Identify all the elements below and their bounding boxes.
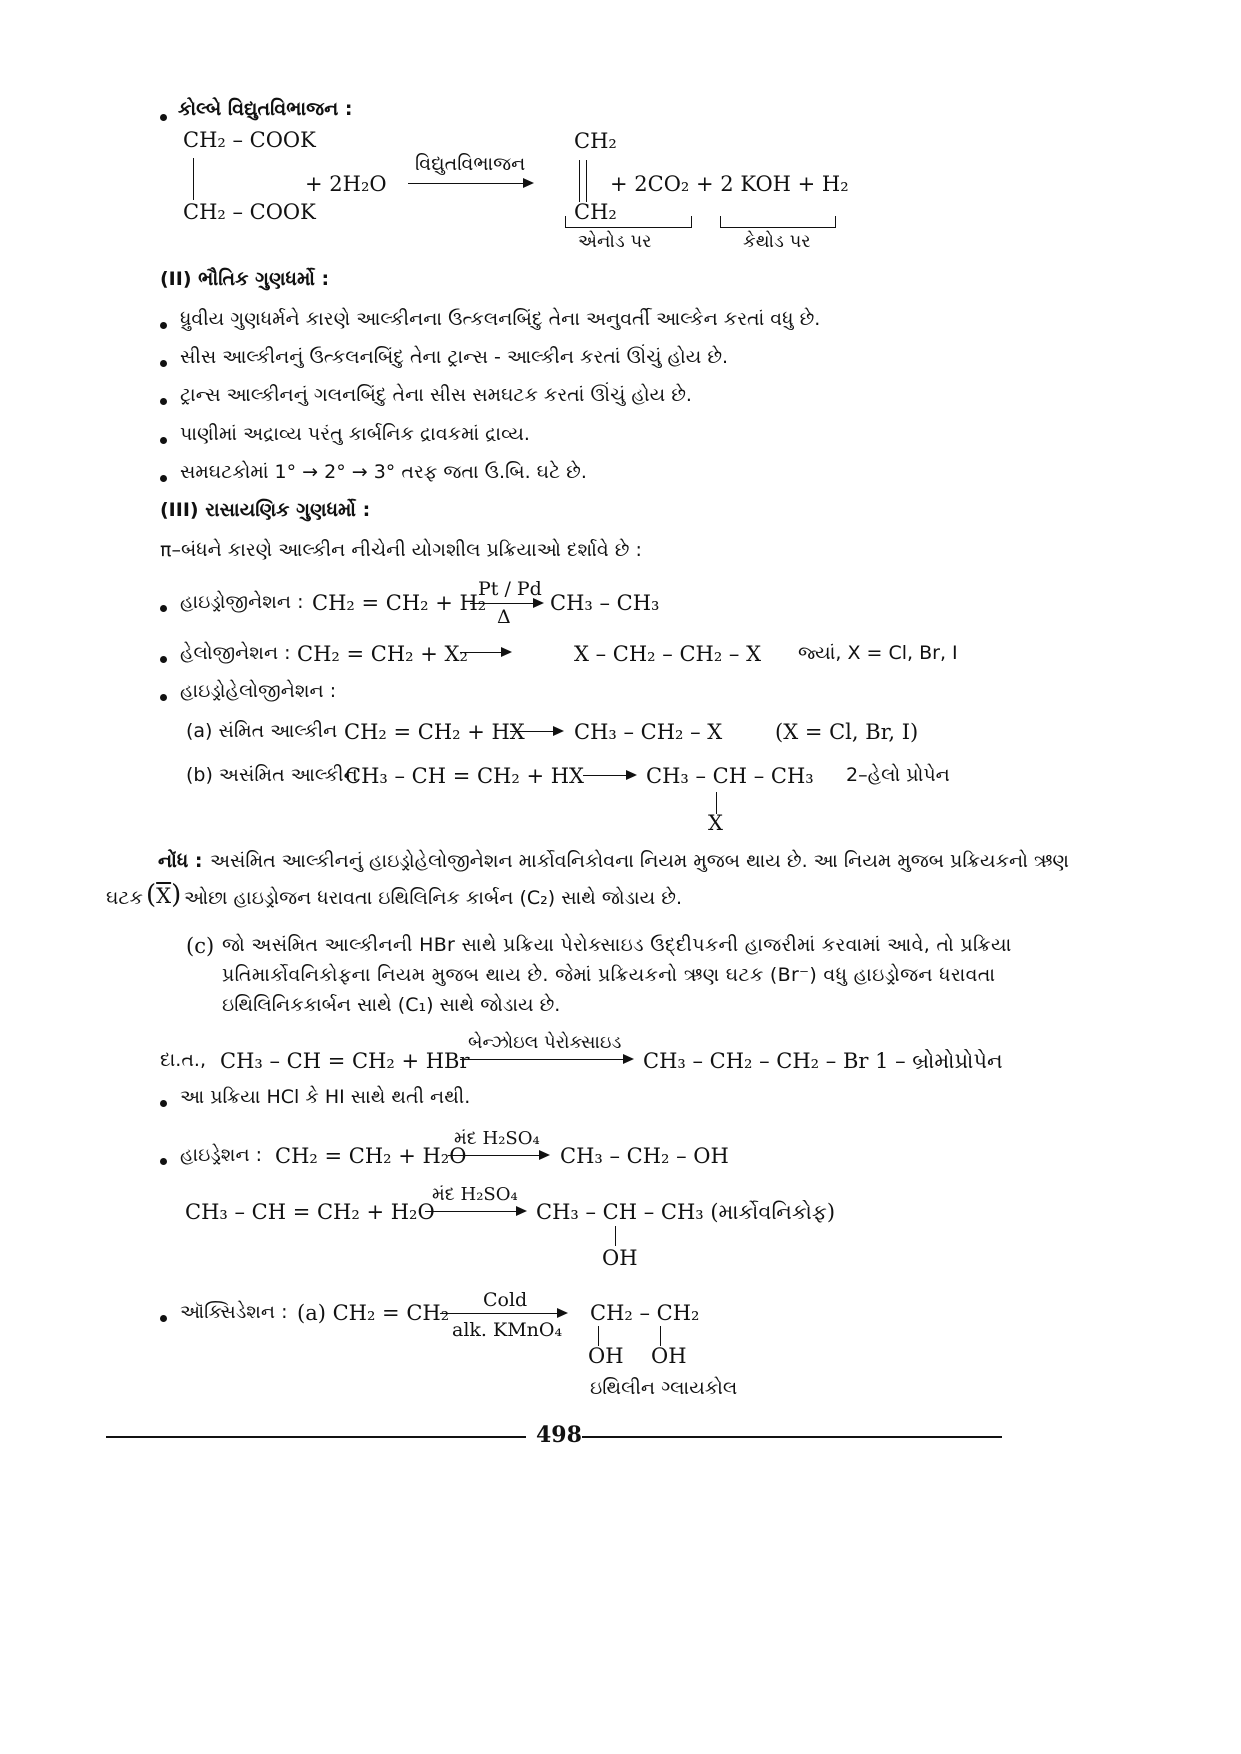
oxidation-label: ઑક્સિડેશન : (180, 1301, 288, 1323)
symmetric-left: CH₂ = CH₂ + HX (344, 720, 525, 744)
example-left: CH₃ – CH = CH₂ + HBr (220, 1049, 470, 1073)
anti-markovnikov-line-3: ઇથિલિનિકકાર્બન સાથે (C₁) સાથે જોડાય છે. (222, 994, 561, 1016)
oxidation-condition-top: Cold (483, 1289, 528, 1311)
asymmetric-alkene-label: (b) અસંમિત આલ્કીન (186, 764, 358, 786)
kolbe-reactant-bottom: CH₂ – COOK (183, 200, 316, 224)
reaction-arrow (408, 183, 532, 184)
oxidation-right: CH₂ – CH₂ (590, 1301, 700, 1325)
halogenation-right: X – CH₂ – CH₂ – X (574, 642, 762, 666)
halogenation-label: હેલોજીનેશન : (180, 642, 291, 664)
note-label: નોંધ : (158, 850, 203, 872)
cathode-bracket (720, 227, 836, 228)
kolbe-product-top: CH₂ (574, 129, 617, 153)
symmetric-alkene-label: (a) સંમિત આલ્કીન (186, 720, 338, 742)
chemical-heading: (III) રાસાયણિક ગુણધર્મો : (160, 499, 371, 521)
reaction-arrow (510, 731, 562, 732)
physical-bullet-2: સીસ આલ્કીનનું ઉત્કલનબિંદુ તેના ટ્રાન્સ - આલ્કીન કરતાં ઊંચું હોય છે. (180, 346, 729, 368)
footer-rule-left (106, 1436, 526, 1438)
cathode-bracket-left (720, 216, 721, 228)
oxidation-left: (a) CH₂ = CH₂ (297, 1301, 450, 1325)
reaction-arrow (470, 603, 542, 604)
single-bond (660, 1326, 661, 1346)
bullet (160, 398, 167, 405)
halogenation-left: CH₂ = CH₂ + X₂ (297, 642, 468, 666)
anti-markovnikov-line-1: જો અસંમિત આલ્કીનની HBr સાથે પ્રક્રિયા પેરોક્સાઇડ ઉદ્દીપકની હાજરીમાં કરવામાં આવે, તો પ્રક્રિયા (222, 934, 1012, 956)
reaction-arrow (460, 652, 510, 653)
reaction-arrow (425, 1211, 525, 1212)
kolbe-arrow-label: વિદ્યુતવિભાજન (415, 153, 526, 175)
anti-markovnikov-label: (c) (186, 934, 215, 958)
note-line-2-prefix: ઘટક (106, 887, 143, 909)
anode-bracket-left (565, 216, 566, 228)
anode-bracket (565, 227, 692, 228)
hydrogenation-condition: Δ (497, 606, 511, 628)
physical-bullet-1: ધ્રુવીય ગુણધર્મને કારણે આલ્કીનના ઉત્કલનબિંદુ તેના અનુવર્તી આલ્કેન કરતાં વધુ છે. (180, 308, 821, 330)
note-x-letter: X (156, 884, 172, 908)
kolbe-reactant-top: CH₂ – COOK (183, 128, 316, 152)
hydration2-left: CH₃ – CH = CH₂ + H₂O (185, 1200, 435, 1224)
kolbe-other-products: + 2CO₂ + 2 KOH + H₂ (610, 172, 849, 196)
physical-bullet-5: સમઘટકોમાં 1° → 2° → 3° તરફ જતા ઉ.બિ. ઘટે છે. (180, 461, 587, 483)
hydrogenation-catalyst: Pt / Pd (478, 578, 542, 600)
kolbe-product-bottom: CH₂ (574, 200, 617, 224)
no-reaction-note: આ પ્રક્રિયા HCl કે HI સાથે થતી નથી. (180, 1086, 471, 1108)
symmetric-note: (X = Cl, Br, I) (775, 720, 919, 744)
hydrogenation-right: CH₃ – CH₃ (550, 591, 660, 615)
reaction-arrow (460, 1059, 632, 1060)
single-bond (598, 1326, 599, 1346)
bullet (160, 360, 167, 367)
page-number: 498 (536, 1422, 582, 1448)
asymmetric-left: CH₃ – CH = CH₂ + HX (345, 764, 584, 788)
bullet (160, 322, 167, 329)
footer-rule-right (582, 1436, 1002, 1438)
hydration-left: CH₂ = CH₂ + H₂O (275, 1144, 467, 1168)
oxidation-product-name: ઇથિલીન ગ્લાયકોલ (590, 1377, 738, 1399)
physical-bullet-3: ટ્રાન્સ આલ્કીનનું ગલનબિંદુ તેના સીસ સમઘટક કરતાં ઊંચું હોય છે. (180, 384, 692, 406)
kolbe-plus-water: + 2H₂O (305, 172, 387, 196)
single-bond (615, 1226, 616, 1246)
anode-bracket-right (691, 216, 692, 228)
double-bond-right (586, 160, 587, 202)
reaction-arrow (440, 1313, 566, 1314)
double-bond-left (579, 160, 580, 202)
asymmetric-substituent: X (708, 811, 723, 835)
halogenation-note: જ્યાં, X = Cl, Br, I (798, 642, 958, 664)
hydration2-right: CH₃ – CH – CH₃ (માર્કોવનિકોફ) (536, 1200, 836, 1224)
symmetric-right: CH₃ – CH₂ – X (574, 720, 723, 744)
hydration2-arrow-label: મંદ H₂SO₄ (432, 1184, 518, 1205)
note-line-2: ઓછા હાઇડ્રોજન ધરાવતા ઇથિલિનિક કાર્બન (C₂) સાથે જોડાય છે. (184, 887, 682, 909)
asymmetric-right: CH₃ – CH – CH₃ (646, 764, 814, 788)
reaction-arrow (448, 1155, 548, 1156)
hydrogenation-left: CH₂ = CH₂ + H₂ (312, 591, 487, 615)
cathode-label: કેથોડ પર (743, 231, 811, 252)
note-line-1: અસંમિત આલ્કીનનું હાઇડ્રોહેલોજીનેશન માર્કોવનિકોવના નિયમ મુજબ થાય છે. આ નિયમ મુજબ પ્રક્રિયકનો ઋણ (210, 850, 1069, 872)
chemical-intro: π–બંધને કારણે આલ્કીન નીચેની યોગશીલ પ્રક્રિયાઓ દર્શાવે છે : (160, 539, 642, 561)
hydration-label: હાઇડ્રેશન : (180, 1144, 263, 1166)
example-arrow-label: બેન્ઝોઇલ પેરોક્સાઇડ (468, 1032, 622, 1053)
oxidation-condition-bottom: alk. KMnO₄ (452, 1319, 563, 1341)
bullet (160, 1315, 167, 1322)
hydration-right: CH₃ – CH₂ – OH (560, 1144, 729, 1168)
bullet (160, 437, 167, 444)
physical-bullet-4: પાણીમાં અદ્રાવ્ય પરંતુ કાર્બનિક દ્રાવકમાં દ્રાવ્ય. (180, 423, 530, 445)
oxidation-oh-2: OH (651, 1344, 687, 1368)
anode-label: એનોડ પર (578, 231, 652, 252)
kolbe-heading: કોલ્બે વિદ્યુતવિભાજન : (178, 98, 353, 120)
bullet (160, 656, 167, 663)
note-x-symbol: (X) (146, 880, 182, 910)
bullet (160, 694, 167, 701)
example-right: CH₃ – CH₂ – CH₂ – Br 1 – બ્રોમોપ્રોપેન (643, 1049, 1003, 1073)
cathode-bracket-right (835, 216, 836, 228)
oxidation-oh-1: OH (588, 1344, 624, 1368)
bullet (160, 1100, 167, 1107)
hydration-arrow-label: મંદ H₂SO₄ (454, 1128, 540, 1149)
bullet (160, 605, 167, 612)
physical-heading: (II) ભૌતિક ગુણધર્મો : (160, 268, 330, 290)
asymmetric-product-name: 2–હેલો પ્રોપેન (846, 764, 950, 786)
single-bond (193, 158, 194, 200)
bullet (160, 114, 167, 121)
hydrogenation-label: હાઇડ્રોજીનેશન : (180, 591, 304, 613)
example-label: દા.ત., (160, 1049, 206, 1071)
reaction-arrow (583, 775, 635, 776)
bullet (160, 475, 167, 482)
hydrohalogenation-label: હાઇડ્રોહેલોજીનેશન : (180, 680, 337, 702)
hydration2-substituent: OH (602, 1246, 638, 1270)
anti-markovnikov-line-2: પ્રતિમાર્કોવનિકોફના નિયમ મુજબ થાય છે. જેમાં પ્રક્રિયકનો ઋણ ઘટક (Br⁻) વધુ હાઇડ્રોજન ધરાવતા (222, 964, 996, 986)
bullet (160, 1158, 167, 1165)
